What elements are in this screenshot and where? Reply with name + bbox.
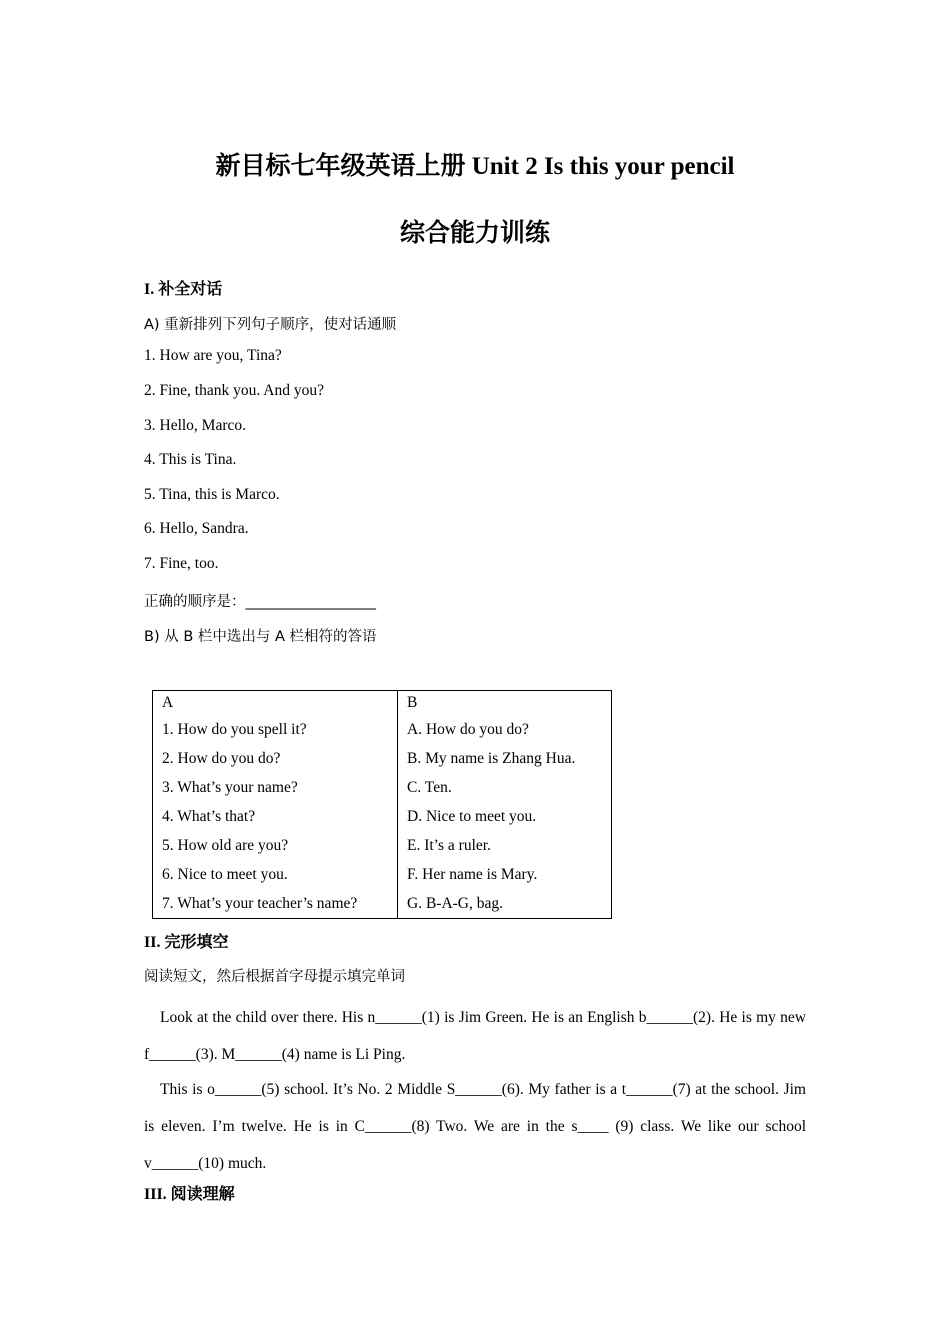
table-cell-a: 3. What’s your name? <box>153 773 398 802</box>
table-cell-b: G. B-A-G, bag. <box>398 889 612 919</box>
table-cell-a: 7. What’s your teacher’s name? <box>153 889 398 919</box>
table-cell-a: 6. Nice to meet you. <box>153 860 398 889</box>
table-cell-b: B. My name is Zhang Hua. <box>398 744 612 773</box>
cloze-instruction: 阅读短文，然后根据首字母提示填完单词 <box>144 969 405 985</box>
table-cell-b: D. Nice to meet you. <box>398 802 612 831</box>
table-cell-b: E. It’s a ruler. <box>398 831 612 860</box>
sentence-2: 2. Fine, thank you. And you? <box>144 382 324 399</box>
section-2-heading: II. 完形填空 <box>144 934 229 951</box>
part-b-label: B) 从 B 栏中选出与 A 栏相符的答语 <box>144 629 377 645</box>
sentence-6: 6. Hello, Sandra. <box>144 520 249 537</box>
table-cell-b: C. Ten. <box>398 773 612 802</box>
page-subtitle: 综合能力训练 <box>399 220 550 247</box>
sentence-1: 1. How are you, Tina? <box>144 347 282 364</box>
section-3-heading: III. 阅读理解 <box>144 1186 235 1203</box>
sentence-5: 5. Tina, this is Marco. <box>144 486 280 503</box>
page-title: 新目标七年级英语上册 Unit 2 Is this your pencil <box>215 153 735 180</box>
table-cell-b: A. How do you do? <box>398 715 612 744</box>
table-row <box>153 889 612 919</box>
sentence-7: 7. Fine, too. <box>144 555 219 572</box>
section-1-heading: I. 补全对话 <box>144 281 223 298</box>
table-row <box>153 802 612 831</box>
cloze-paragraph-1: Look at the child over there. His n______(1) is Jim Green. He is an English b______(2). He is my new f______(3). M______(4) name is Li Ping. <box>144 1009 806 1063</box>
table-row <box>153 831 612 860</box>
table-cell-a: 5. How old are you? <box>153 831 398 860</box>
table-row <box>153 744 612 773</box>
part-a-label: A) 重新排列下列句子顺序，使对话通顺 <box>144 317 397 333</box>
table-row <box>153 715 612 744</box>
sentence-4: 4. This is Tina. <box>144 451 237 468</box>
table-header-b: B <box>398 691 612 716</box>
table-header-row <box>153 691 612 716</box>
table-cell-b: F. Her name is Mary. <box>398 860 612 889</box>
table-row <box>153 773 612 802</box>
sentence-3: 3. Hello, Marco. <box>144 417 247 434</box>
table-cell-a: 4. What’s that? <box>153 802 398 831</box>
table-cell-a: 1. How do you spell it? <box>153 715 398 744</box>
table-header-a: A <box>153 691 398 716</box>
cloze-paragraph-2: This is o______(5) school. It’s No. 2 Middle S______(6). My father is a t______(7) at the school. Jim is eleven. I’m twelve. He is in C______(8) Two. We are in the s____ (9) class. We like our school v______(10) much. <box>144 1081 806 1172</box>
table-row <box>153 860 612 889</box>
table-cell-a: 2. How do you do? <box>153 744 398 773</box>
matching-table <box>152 690 612 919</box>
answer-prompt: 正确的顺序是：__________________ <box>144 594 376 610</box>
